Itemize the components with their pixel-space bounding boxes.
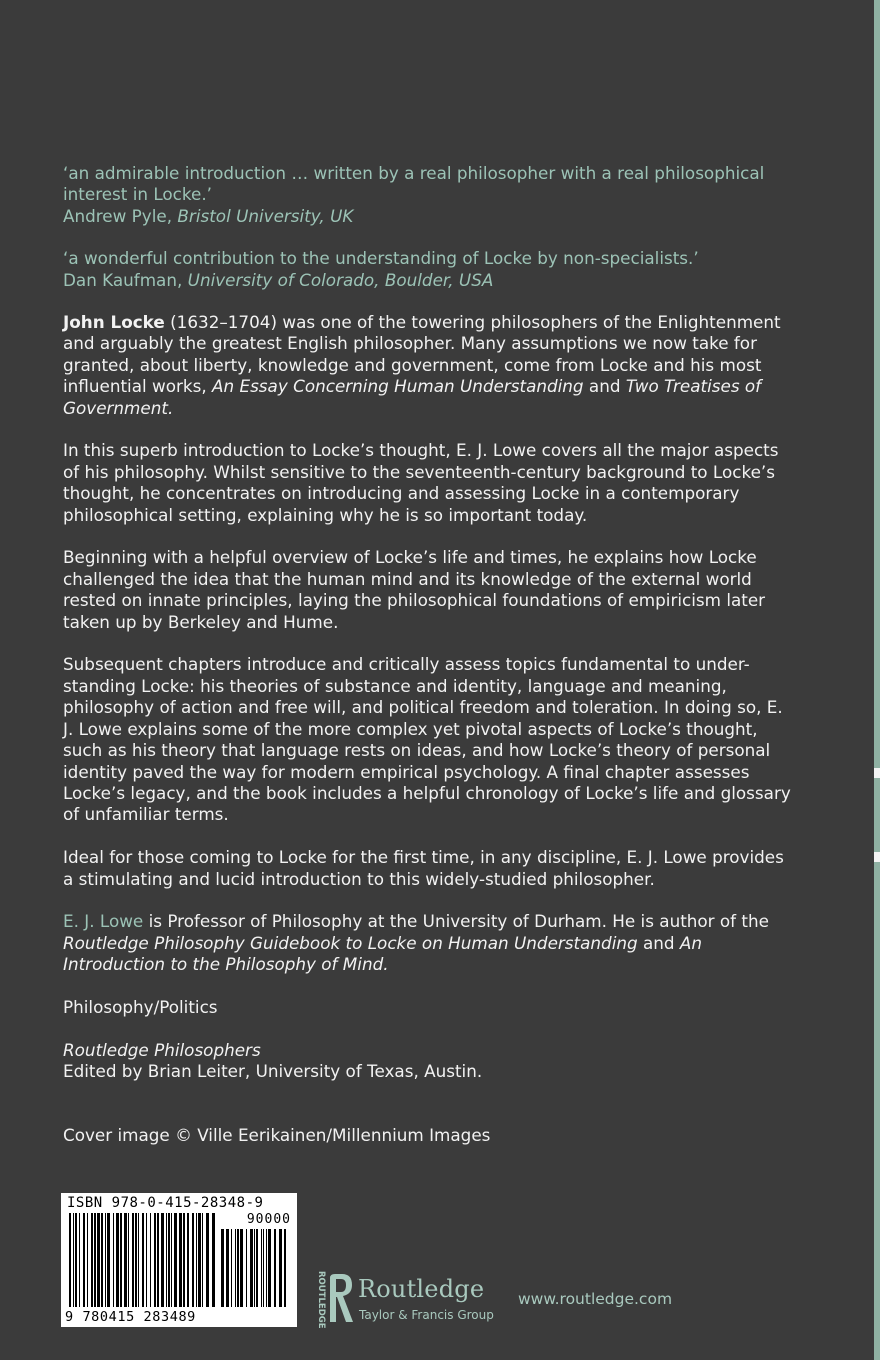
spine-edge-strip xyxy=(874,0,880,1360)
barcode-stripe xyxy=(171,1213,172,1307)
barcode-stripe xyxy=(268,1229,271,1307)
barcode-stripe xyxy=(132,1213,134,1307)
description-paragraph-4: Ideal for those coming to Locke for the first time, in any discipline, E. J. Lowe provides a stimulating and lucid introduction to this widely-studied philosopher. xyxy=(63,847,784,889)
description-paragraph-1: In this superb introduction to Locke’s thought, E. J. Lowe covers all the major aspects of his philosophy. Whilst sensitive to the seventeenth-century background to Locke’s thought, he concentrates on introducing and assessing Locke in a contemporary philosophical setting, explaining why he is so important today. xyxy=(63,440,779,525)
barcode-stripe xyxy=(135,1213,137,1307)
series-editor: Edited by Brian Leiter, University of Texas, Austin. xyxy=(63,1061,483,1082)
barcode-stripe xyxy=(107,1213,110,1307)
review-quote-2-author: Dan Kaufman, xyxy=(63,269,183,290)
barcode-stripe xyxy=(240,1229,243,1307)
barcode-stripe xyxy=(231,1229,232,1307)
barcode-stripe xyxy=(91,1213,93,1307)
review-quote-1-text: ‘an admirable introduction … written by a real philosopher with a real philosophical interest in Locke.’ xyxy=(63,163,765,205)
publisher-vertical-wordmark-icon xyxy=(308,1270,326,1329)
barcode-stripe xyxy=(120,1213,122,1307)
intro-work-2: Two Treatises of Government. xyxy=(63,376,762,418)
intro-text-2: and xyxy=(583,376,626,397)
isbn-barcode xyxy=(61,1193,297,1327)
review-quote-2-affiliation: University of Colorado, Boulder, USA xyxy=(187,269,494,290)
barcode-stripe xyxy=(254,1229,255,1307)
intro-text-1: (1632–1704) was one of the towering philosophers of the Enlightenment and arguably the greatest English philosopher. Many assumptions we now take for granted, about liberty, knowledge and government, come from Locke and his most influential works, xyxy=(63,312,781,397)
barcode-stripe xyxy=(179,1213,182,1307)
barcode-stripe xyxy=(69,1213,71,1307)
barcode-stripe xyxy=(113,1213,114,1307)
barcode-price-code: 90000 xyxy=(246,1212,291,1227)
barcode-stripe xyxy=(142,1213,144,1307)
barcode-stripe xyxy=(284,1229,286,1307)
barcode-stripe xyxy=(235,1229,236,1307)
review-quote-1 xyxy=(63,163,793,227)
barcode-stripe xyxy=(154,1213,156,1307)
barcode-stripe xyxy=(75,1213,77,1307)
barcode-stripe xyxy=(97,1213,100,1307)
author-bio-work-2: An Introduction to the Philosophy of Mind. xyxy=(63,932,703,975)
review-quote-2-text: ‘a wonderful contribution to the understanding of Locke by non-specialists.’ xyxy=(63,248,699,269)
publisher-group: Taylor & Francis Group xyxy=(359,1308,494,1322)
barcode-stripe xyxy=(250,1229,253,1307)
barcode-stripe xyxy=(196,1213,197,1307)
author-bio-name: E. J. Lowe xyxy=(63,911,144,932)
barcode-stripe xyxy=(174,1213,177,1307)
publisher-website: www.routledge.com xyxy=(518,1290,673,1308)
review-quote-1-author: Andrew Pyle, xyxy=(63,205,173,226)
barcode-stripe xyxy=(263,1229,264,1307)
intro-paragraph xyxy=(63,312,793,419)
author-bio-text-1: is Professor of Philosophy at the University of Durham. He is author of the xyxy=(143,911,769,932)
review-quote-2 xyxy=(63,248,793,291)
barcode-stripe xyxy=(124,1213,127,1307)
series-name: Routledge Philosophers xyxy=(63,1039,261,1060)
barcode-stripe xyxy=(187,1213,189,1307)
subject-category: Philosophy/Politics xyxy=(63,996,218,1017)
barcode-stripe xyxy=(256,1229,258,1307)
routledge-r-symbol-icon xyxy=(326,1272,356,1326)
barcode-stripe xyxy=(274,1229,276,1307)
intro-name: John Locke xyxy=(63,312,165,333)
barcode-stripe xyxy=(166,1213,167,1307)
barcode-stripe xyxy=(202,1213,203,1307)
review-quote-2-attribution xyxy=(63,270,793,291)
back-cover-text xyxy=(63,163,793,1146)
barcode-stripe xyxy=(101,1213,103,1307)
barcode-ean-number: 9 780415 283489 xyxy=(65,1309,196,1325)
barcode-stripe xyxy=(146,1213,147,1307)
barcode-stripe xyxy=(79,1213,80,1307)
barcode-stripe xyxy=(105,1213,106,1307)
barcode-stripe xyxy=(83,1213,85,1307)
barcode-stripe xyxy=(150,1213,151,1307)
description-paragraph-3: Subsequent chapters introduce and critically assess topics fundamental to under-standing Locke: his theories of substance and identity, language and meaning, philosophy of action and free will, and political freedom and toleration. In doing so, E. J. Lowe explains some of the more complex yet pivotal aspects of Locke’s thought, such as his theory that language rests on ideas, and how Locke’s theory of personal identity paved the way for modern empirical psychology. A final chapter assesses Locke’s legacy, and the book includes a helpful chronology of Locke’s life and glossary of unfamiliar terms. xyxy=(63,654,791,825)
barcode-stripe xyxy=(192,1213,194,1307)
barcode-stripe xyxy=(168,1213,170,1307)
edge-mark-top xyxy=(874,768,880,778)
barcode-stripe xyxy=(128,1213,129,1307)
intro-work-1: An Essay Concerning Human Understanding xyxy=(212,376,584,397)
author-bio xyxy=(63,911,793,975)
barcode-stripe xyxy=(161,1213,164,1307)
author-bio-text-2: and xyxy=(637,932,680,953)
barcode-stripe xyxy=(226,1229,229,1307)
barcode-stripe xyxy=(198,1213,201,1307)
barcode-stripe xyxy=(183,1213,185,1307)
barcode-stripe xyxy=(279,1229,282,1307)
publisher-name: Routledge xyxy=(358,1275,485,1303)
barcode-stripe xyxy=(73,1213,74,1307)
barcode-bars-icon xyxy=(69,1213,217,1307)
barcode-stripe xyxy=(221,1229,224,1307)
review-quote-1-affiliation: Bristol University, UK xyxy=(177,205,354,226)
cover-image-credit: Cover image © Ville Eerikainen/Millennium Images xyxy=(63,1124,491,1145)
publisher-vertical-text: ROUTLEDGE xyxy=(316,1271,326,1329)
edge-mark-bottom xyxy=(874,852,880,862)
series-info xyxy=(63,1040,793,1083)
description-paragraph-2: Beginning with a helpful overview of Locke’s life and times, he explains how Locke challenged the idea that the human mind and its knowledge of the external world rested on innate principles, laying the philosophical foundations of empiricism later taken up by Berkeley and Hume. xyxy=(63,547,766,632)
barcode-stripe xyxy=(87,1213,88,1307)
barcode-stripe xyxy=(116,1213,119,1307)
barcode-stripe xyxy=(138,1213,139,1307)
barcode-stripe xyxy=(206,1213,209,1307)
barcode-stripe xyxy=(261,1229,262,1307)
barcode-stripe xyxy=(94,1213,96,1307)
publisher-logo xyxy=(308,1268,518,1330)
review-quote-1-attribution xyxy=(63,206,793,227)
barcode-addon-bars-icon xyxy=(221,1229,289,1307)
barcode-isbn-label: ISBN 978-0-415-28348-9 xyxy=(67,1195,264,1211)
author-bio-work-1: Routledge Philosophy Guidebook to Locke on Human Understanding xyxy=(63,932,638,953)
barcode-stripe xyxy=(246,1229,247,1307)
barcode-stripe xyxy=(266,1229,267,1307)
barcode-stripe xyxy=(157,1213,159,1307)
barcode-stripe xyxy=(212,1213,215,1307)
barcode-stripe xyxy=(237,1229,239,1307)
